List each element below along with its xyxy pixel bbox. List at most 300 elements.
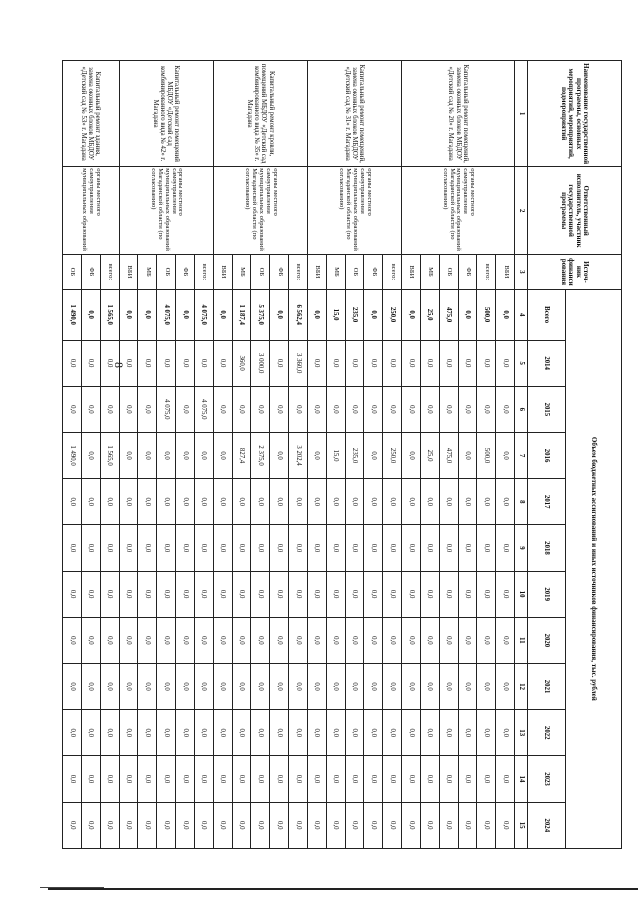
value-cell: 0,0 (420, 756, 439, 802)
header-year: 2023 (528, 756, 566, 802)
value-cell: 0,0 (496, 756, 515, 802)
funding-source-cell: ФБ (364, 255, 383, 290)
value-cell: 0,0 (402, 479, 421, 525)
value-cell: 2 375,0 (251, 432, 270, 478)
value-cell: 0,0 (157, 525, 176, 571)
value-cell: 0,0 (176, 386, 195, 432)
value-cell: 0,0 (157, 802, 176, 848)
value-cell: 0,0 (100, 340, 119, 386)
value-cell: 0,0 (194, 663, 213, 709)
header-budget-title: Объем бюджетных ассигнований и иных источников финансирования, тыс. рублей (566, 289, 622, 848)
value-cell: 0,0 (289, 571, 308, 617)
value-cell: 0,0 (176, 571, 195, 617)
value-cell: 0,0 (138, 479, 157, 525)
total-cell: 0,0 (138, 289, 157, 340)
table-row (100, 61, 119, 849)
value-cell: 0,0 (289, 710, 308, 756)
value-cell: 0,0 (232, 525, 251, 571)
value-cell: 0,0 (439, 386, 458, 432)
total-cell: 4 075,0 (157, 289, 176, 340)
value-cell: 0,0 (420, 617, 439, 663)
header-year: 2020 (528, 617, 566, 663)
funding-source-cell: ФБ (81, 255, 100, 290)
value-cell: 0,0 (477, 802, 496, 848)
value-cell: 0,0 (439, 479, 458, 525)
value-cell: 0,0 (213, 479, 232, 525)
value-cell: 0,0 (402, 617, 421, 663)
value-cell: 0,0 (402, 432, 421, 478)
funding-source-cell: ВБИ (119, 255, 138, 290)
funding-source-cell: ВБИ (496, 255, 515, 290)
value-cell: 0,0 (326, 479, 345, 525)
value-cell: 0,0 (458, 525, 477, 571)
funding-source-cell: ВБИ (213, 255, 232, 290)
value-cell: 0,0 (232, 617, 251, 663)
program-name-cell: Капитальный ремонт здания, замена оконных блоков МБДОУ «Детский сад № 53» г. Магадана (63, 61, 120, 167)
value-cell: 827,4 (232, 432, 251, 478)
value-cell: 0,0 (157, 663, 176, 709)
value-cell: 0,0 (81, 432, 100, 478)
funding-source-cell: ОБ (439, 255, 458, 290)
program-name-cell: Капитальный ремонт помещений МБДОУ «Детский сад комбинированного вида № 42» г. Магадана (119, 61, 213, 167)
value-cell: 0,0 (194, 802, 213, 848)
value-cell: 0,0 (420, 479, 439, 525)
total-cell: 0,0 (81, 289, 100, 340)
value-cell: 0,0 (138, 432, 157, 478)
value-cell: 0,0 (458, 802, 477, 848)
value-cell: 0,0 (251, 571, 270, 617)
value-cell: 0,0 (458, 479, 477, 525)
responsible-cell: органы местного самоуправления муниципальных образований Магаданской области (по согласованию) (402, 167, 515, 255)
total-cell: 4 075,0 (194, 289, 213, 340)
value-cell: 0,0 (81, 663, 100, 709)
value-cell: 0,0 (100, 386, 119, 432)
value-cell: 0,0 (307, 340, 326, 386)
table-header (515, 61, 622, 849)
total-cell: 15,0 (326, 289, 345, 340)
value-cell: 0,0 (439, 617, 458, 663)
total-cell: 0,0 (213, 289, 232, 340)
value-cell: 0,0 (439, 571, 458, 617)
funding-source-cell: МБ (232, 255, 251, 290)
value-cell: 0,0 (270, 571, 289, 617)
value-cell: 0,0 (439, 710, 458, 756)
value-cell: 0,0 (119, 663, 138, 709)
column-index: 3 (515, 255, 528, 290)
value-cell: 0,0 (232, 479, 251, 525)
header-year: 2017 (528, 479, 566, 525)
responsible-cell: органы местного самоуправления муниципальных образований Магаданской области (по согласованию) (213, 167, 307, 255)
value-cell: 0,0 (307, 386, 326, 432)
value-cell: 0,0 (119, 571, 138, 617)
value-cell: 0,0 (119, 525, 138, 571)
total-cell: 25,0 (420, 289, 439, 340)
responsible-cell: органы местного самоуправления муниципальных образований Магаданской области (по согласованию) (119, 167, 213, 255)
value-cell: 0,0 (213, 340, 232, 386)
value-cell: 0,0 (289, 479, 308, 525)
value-cell: 0,0 (63, 571, 82, 617)
header-year: 2024 (528, 802, 566, 848)
value-cell: 0,0 (100, 756, 119, 802)
funding-source-cell: МБ (138, 255, 157, 290)
value-cell: 0,0 (119, 432, 138, 478)
value-cell: 0,0 (81, 340, 100, 386)
column-index: 12 (515, 663, 528, 709)
value-cell: 0,0 (176, 756, 195, 802)
value-cell: 0,0 (364, 617, 383, 663)
value-cell: 0,0 (63, 525, 82, 571)
value-cell: 0,0 (420, 340, 439, 386)
value-cell: 0,0 (194, 340, 213, 386)
value-cell: 0,0 (420, 386, 439, 432)
value-cell: 0,0 (326, 571, 345, 617)
table-row (496, 61, 515, 849)
value-cell: 0,0 (439, 663, 458, 709)
value-cell: 0,0 (270, 802, 289, 848)
value-cell: 0,0 (402, 710, 421, 756)
value-cell: 0,0 (138, 617, 157, 663)
value-cell: 0,0 (477, 479, 496, 525)
value-cell: 0,0 (176, 802, 195, 848)
value-cell: 3 360,0 (289, 340, 308, 386)
value-cell: 0,0 (420, 571, 439, 617)
value-cell: 0,0 (194, 525, 213, 571)
value-cell: 0,0 (213, 571, 232, 617)
value-cell: 0,0 (194, 479, 213, 525)
header-year: 2014 (528, 340, 566, 386)
total-cell: 6 562,4 (289, 289, 308, 340)
column-index: 15 (515, 802, 528, 848)
value-cell: 0,0 (157, 617, 176, 663)
value-cell: 0,0 (439, 802, 458, 848)
value-cell: 0,0 (496, 710, 515, 756)
value-cell: 0,0 (213, 756, 232, 802)
total-cell: 0,0 (364, 289, 383, 340)
column-index: 9 (515, 525, 528, 571)
value-cell: 0,0 (402, 756, 421, 802)
value-cell: 0,0 (100, 710, 119, 756)
column-index: 6 (515, 386, 528, 432)
column-index: 10 (515, 571, 528, 617)
value-cell: 0,0 (458, 386, 477, 432)
value-cell: 0,0 (477, 663, 496, 709)
value-cell: 0,0 (138, 386, 157, 432)
value-cell: 500,0 (477, 432, 496, 478)
value-cell: 0,0 (270, 432, 289, 478)
value-cell: 0,0 (194, 756, 213, 802)
value-cell: 0,0 (100, 571, 119, 617)
value-cell: 0,0 (251, 386, 270, 432)
value-cell: 0,0 (307, 663, 326, 709)
value-cell: 0,0 (458, 710, 477, 756)
value-cell: 0,0 (383, 525, 402, 571)
value-cell: 0,0 (138, 756, 157, 802)
column-index: 14 (515, 756, 528, 802)
total-cell: 0,0 (307, 289, 326, 340)
value-cell: 235,0 (345, 432, 364, 478)
value-cell: 0,0 (402, 340, 421, 386)
value-cell: 0,0 (439, 340, 458, 386)
column-index: 11 (515, 617, 528, 663)
value-cell: 0,0 (383, 710, 402, 756)
value-cell: 0,0 (496, 525, 515, 571)
value-cell: 0,0 (119, 756, 138, 802)
value-cell: 0,0 (81, 525, 100, 571)
value-cell: 0,0 (364, 571, 383, 617)
funding-source-cell: ФБ (176, 255, 195, 290)
value-cell: 0,0 (194, 617, 213, 663)
total-cell: 0,0 (458, 289, 477, 340)
value-cell: 0,0 (496, 479, 515, 525)
value-cell: 0,0 (138, 663, 157, 709)
value-cell: 0,0 (176, 340, 195, 386)
value-cell: 0,0 (402, 386, 421, 432)
header-year: 2021 (528, 663, 566, 709)
value-cell: 0,0 (176, 479, 195, 525)
value-cell: 0,0 (364, 756, 383, 802)
value-cell: 0,0 (326, 710, 345, 756)
value-cell: 0,0 (364, 663, 383, 709)
value-cell: 0,0 (307, 432, 326, 478)
value-cell: 0,0 (270, 710, 289, 756)
header-total: Всего (528, 289, 566, 340)
value-cell: 0,0 (176, 663, 195, 709)
column-index: 8 (515, 479, 528, 525)
value-cell: 0,0 (345, 756, 364, 802)
table-body (63, 61, 515, 849)
header-program-name: Наименование государственной программы, основных мероприятий, мероприятий, подмероприятий (528, 61, 622, 167)
funding-source-cell: всего: (289, 255, 308, 290)
responsible-cell: органы местного самоуправления муниципальных образований (63, 167, 120, 255)
value-cell: 0,0 (307, 756, 326, 802)
value-cell: 0,0 (63, 340, 82, 386)
funding-source-cell: всего: (100, 255, 119, 290)
value-cell: 0,0 (364, 525, 383, 571)
total-cell: 1 490,0 (63, 289, 82, 340)
total-cell: 0,0 (119, 289, 138, 340)
value-cell: 0,0 (345, 710, 364, 756)
value-cell: 0,0 (289, 802, 308, 848)
value-cell: 0,0 (157, 756, 176, 802)
program-name-cell: Капитальный ремонт кровли, помещений МБДОУ «Детский сад комбинированного вида № 35» г. Магадана (213, 61, 307, 167)
value-cell: 0,0 (213, 802, 232, 848)
header-year: 2016 (528, 432, 566, 478)
funding-source-cell: ОБ (157, 255, 176, 290)
total-cell: 0,0 (270, 289, 289, 340)
value-cell: 0,0 (81, 571, 100, 617)
value-cell: 0,0 (458, 571, 477, 617)
value-cell: 0,0 (420, 710, 439, 756)
value-cell: 0,0 (383, 571, 402, 617)
value-cell: 0,0 (402, 571, 421, 617)
value-cell: 0,0 (420, 802, 439, 848)
value-cell: 0,0 (307, 802, 326, 848)
total-cell: 235,0 (345, 289, 364, 340)
value-cell: 0,0 (345, 802, 364, 848)
value-cell: 0,0 (270, 663, 289, 709)
value-cell: 4 075,0 (157, 386, 176, 432)
header-funding-source: Источ- ник финанси рования (528, 255, 622, 290)
value-cell: 0,0 (138, 525, 157, 571)
column-index: 2 (515, 167, 528, 255)
value-cell: 0,0 (119, 710, 138, 756)
value-cell: 0,0 (100, 525, 119, 571)
funding-source-cell: всего: (194, 255, 213, 290)
funding-source-cell: ВБИ (402, 255, 421, 290)
value-cell: 0,0 (496, 617, 515, 663)
value-cell: 0,0 (364, 802, 383, 848)
header-year: 2022 (528, 710, 566, 756)
value-cell: 360,0 (232, 340, 251, 386)
value-cell: 0,0 (458, 432, 477, 478)
value-cell: 0,0 (251, 756, 270, 802)
funding-source-cell: ОБ (63, 255, 82, 290)
value-cell: 0,0 (251, 710, 270, 756)
value-cell: 0,0 (63, 802, 82, 848)
value-cell: 0,0 (213, 663, 232, 709)
header-year: 2018 (528, 525, 566, 571)
funding-source-cell: ФБ (270, 255, 289, 290)
value-cell: 0,0 (63, 710, 82, 756)
column-index: 13 (515, 710, 528, 756)
value-cell: 0,0 (307, 479, 326, 525)
value-cell: 0,0 (402, 802, 421, 848)
value-cell: 0,0 (383, 802, 402, 848)
total-cell: 1 565,0 (100, 289, 119, 340)
value-cell: 0,0 (420, 525, 439, 571)
total-cell: 0,0 (176, 289, 195, 340)
value-cell: 0,0 (194, 571, 213, 617)
total-cell: 250,0 (383, 289, 402, 340)
value-cell: 0,0 (383, 663, 402, 709)
value-cell: 0,0 (157, 571, 176, 617)
value-cell: 0,0 (477, 756, 496, 802)
value-cell: 0,0 (402, 663, 421, 709)
value-cell: 3 202,4 (289, 432, 308, 478)
value-cell: 0,0 (289, 663, 308, 709)
value-cell: 25,0 (420, 432, 439, 478)
value-cell: 0,0 (326, 617, 345, 663)
total-cell: 0,0 (496, 289, 515, 340)
value-cell: 0,0 (176, 432, 195, 478)
value-cell: 0,0 (496, 340, 515, 386)
value-cell: 0,0 (251, 479, 270, 525)
value-cell: 0,0 (420, 663, 439, 709)
table-row (289, 61, 308, 849)
value-cell: 0,0 (289, 386, 308, 432)
value-cell: 0,0 (100, 802, 119, 848)
value-cell: 0,0 (213, 432, 232, 478)
value-cell: 0,0 (477, 571, 496, 617)
column-index: 4 (515, 289, 528, 340)
value-cell: 0,0 (81, 710, 100, 756)
value-cell: 0,0 (439, 756, 458, 802)
value-cell: 0,0 (383, 386, 402, 432)
value-cell: 0,0 (289, 756, 308, 802)
value-cell: 0,0 (63, 386, 82, 432)
column-index: 7 (515, 432, 528, 478)
program-name-cell: Капитальный ремонт помещений, замена оконных блоков МБДОУ «Детский сад № 31» г. Магадана (307, 61, 401, 167)
value-cell: 0,0 (138, 802, 157, 848)
table-row (194, 61, 213, 849)
value-cell: 0,0 (383, 340, 402, 386)
value-cell: 0,0 (251, 663, 270, 709)
value-cell: 475,0 (439, 432, 458, 478)
value-cell: 0,0 (326, 802, 345, 848)
total-cell: 5 375,0 (251, 289, 270, 340)
funding-source-cell: ОБ (345, 255, 364, 290)
value-cell: 0,0 (81, 386, 100, 432)
value-cell: 0,0 (157, 710, 176, 756)
value-cell: 0,0 (176, 525, 195, 571)
funding-source-cell: ОБ (251, 255, 270, 290)
value-cell: 0,0 (307, 710, 326, 756)
funding-source-cell: МБ (326, 255, 345, 290)
value-cell: 0,0 (213, 710, 232, 756)
value-cell: 0,0 (138, 340, 157, 386)
value-cell: 0,0 (232, 571, 251, 617)
value-cell: 0,0 (81, 756, 100, 802)
value-cell: 0,0 (477, 617, 496, 663)
value-cell: 0,0 (251, 802, 270, 848)
value-cell: 0,0 (251, 617, 270, 663)
value-cell: 15,0 (326, 432, 345, 478)
value-cell: 0,0 (232, 386, 251, 432)
value-cell: 0,0 (138, 571, 157, 617)
value-cell: 0,0 (232, 756, 251, 802)
value-cell: 0,0 (100, 479, 119, 525)
funding-source-cell: всего: (383, 255, 402, 290)
value-cell: 0,0 (439, 525, 458, 571)
value-cell: 0,0 (345, 525, 364, 571)
total-cell: 500,0 (477, 289, 496, 340)
value-cell: 0,0 (326, 340, 345, 386)
value-cell: 0,0 (232, 710, 251, 756)
value-cell: 0,0 (326, 663, 345, 709)
value-cell: 0,0 (232, 663, 251, 709)
rotated-table-wrapper (62, 60, 622, 849)
value-cell: 0,0 (345, 386, 364, 432)
budget-table (62, 60, 622, 849)
value-cell: 1 565,0 (100, 432, 119, 478)
header-responsible: Ответственный исполнитель, участник государственной программы (528, 167, 622, 255)
value-cell: 0,0 (383, 617, 402, 663)
value-cell: 0,0 (496, 386, 515, 432)
value-cell: 0,0 (345, 617, 364, 663)
value-cell: 0,0 (119, 386, 138, 432)
value-cell: 0,0 (458, 340, 477, 386)
value-cell: 0,0 (138, 710, 157, 756)
value-cell: 0,0 (496, 571, 515, 617)
value-cell: 0,0 (270, 340, 289, 386)
total-cell: 475,0 (439, 289, 458, 340)
value-cell: 0,0 (157, 479, 176, 525)
header-year: 2015 (528, 386, 566, 432)
value-cell: 0,0 (345, 663, 364, 709)
value-cell: 0,0 (289, 525, 308, 571)
value-cell: 250,0 (383, 432, 402, 478)
value-cell: 0,0 (119, 479, 138, 525)
page-number: 8 (112, 362, 126, 368)
value-cell: 0,0 (119, 617, 138, 663)
value-cell: 0,0 (81, 479, 100, 525)
value-cell: 1 490,0 (63, 432, 82, 478)
value-cell: 0,0 (63, 479, 82, 525)
total-cell: 0,0 (402, 289, 421, 340)
value-cell: 0,0 (307, 525, 326, 571)
bottom-rule (48, 888, 638, 890)
value-cell: 0,0 (63, 617, 82, 663)
